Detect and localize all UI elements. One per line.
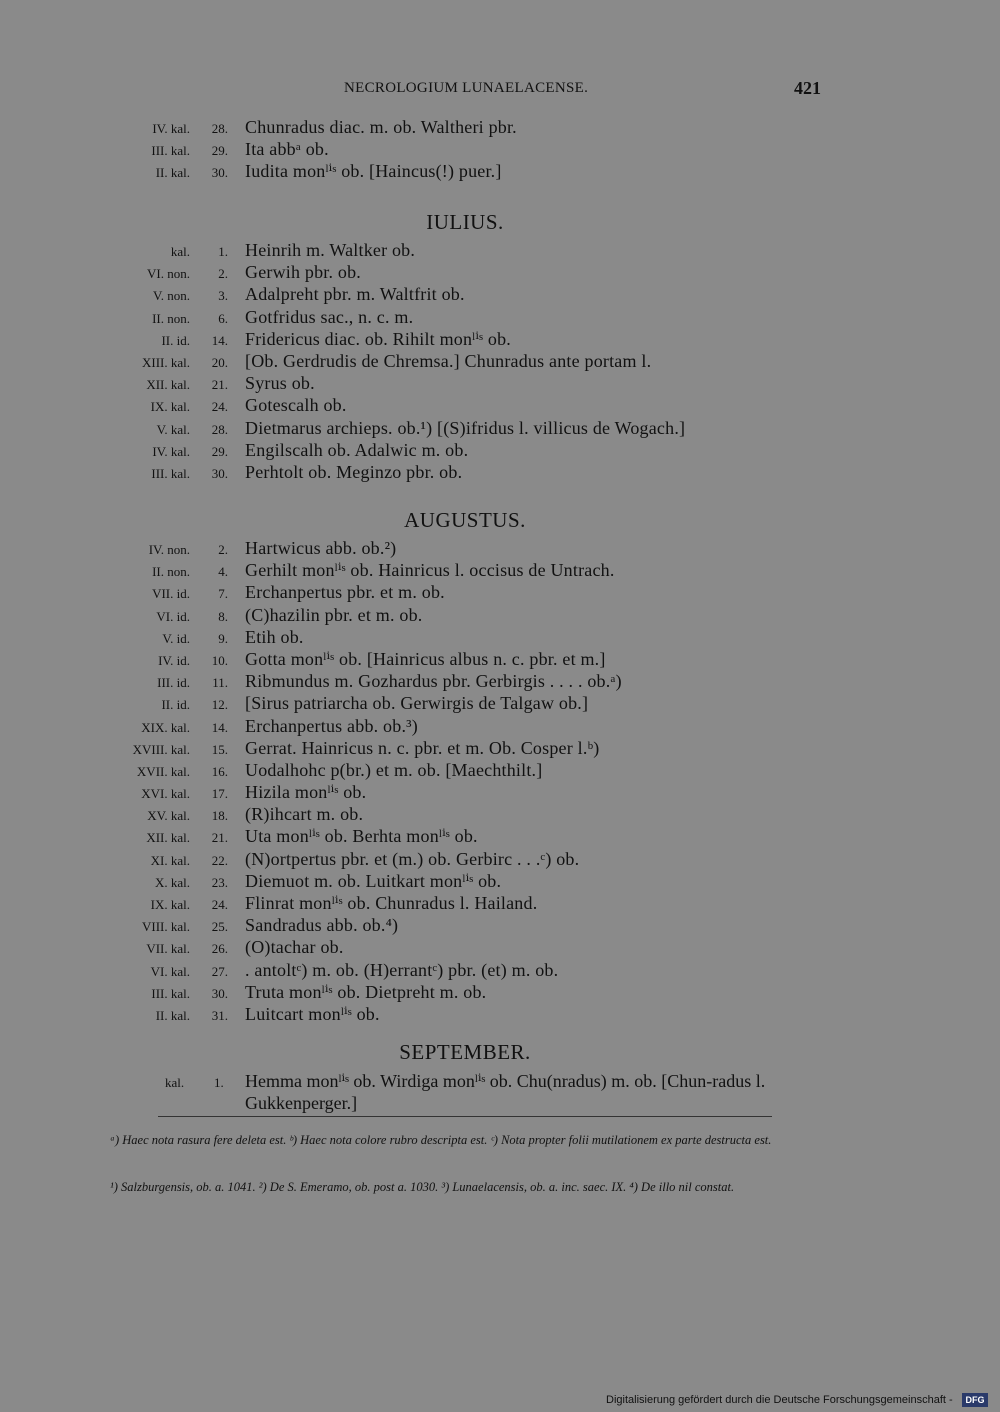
day-number: 27. xyxy=(211,963,228,979)
day-number: 24. xyxy=(211,399,228,415)
day-number: 11. xyxy=(212,675,228,691)
necrology-entry: (N)ortpertus pbr. et (m.) ob. Gerbirc . . .ᶜ) ob. xyxy=(245,848,580,869)
necrology-entry: Hizila monˡⁱˢ ob. xyxy=(245,782,367,803)
necrology-entry: Flinrat monˡⁱˢ ob. Chunradus l. Hailand. xyxy=(245,893,538,913)
day-number: 23. xyxy=(211,874,228,890)
entry-row xyxy=(0,307,1000,329)
calendar-date: XV. kal. xyxy=(147,808,190,824)
day-number: 9. xyxy=(218,630,228,646)
calendar-date: XVI. kal. xyxy=(141,786,190,802)
calendar-date: XIII. kal. xyxy=(141,354,190,370)
necrology-entry: Uodalhohc p(br.) et m. ob. [Maechthilt.] xyxy=(245,759,543,780)
necrology-entry: Diemuot m. ob. Luitkart monˡⁱˢ ob. xyxy=(245,870,502,891)
running-title: NECROLOGIUM LUNAELACENSE. xyxy=(344,80,589,96)
entry-row xyxy=(0,826,1000,848)
calendar-date: VI. kal. xyxy=(150,963,190,979)
calendar-date: kal. xyxy=(165,1075,185,1090)
entry-row xyxy=(0,440,1000,462)
day-number: 21. xyxy=(211,377,228,393)
necrology-entry: Sandradus abb. ob.⁴) xyxy=(245,915,399,936)
entry-row xyxy=(0,462,1000,484)
necrology-entry: Truta monˡⁱˢ ob. Dietpreht m. ob. xyxy=(245,981,487,1002)
entry-row xyxy=(0,960,1000,982)
entry-row xyxy=(0,671,1000,693)
calendar-date: II. kal. xyxy=(155,1007,190,1023)
day-number: 10. xyxy=(211,652,228,668)
day-number: 16. xyxy=(211,763,228,779)
necrology-entry: . antoltᶜ) m. ob. (H)errantᶜ) pbr. (et) m. ob. xyxy=(245,959,559,980)
entry-row xyxy=(0,760,1000,782)
day-number: 26. xyxy=(211,941,228,957)
entry-row xyxy=(0,284,1000,306)
digitization-credit: Digitalisierung gefördert durch die Deutsche Forschungsgemeinschaft - xyxy=(606,1394,953,1406)
calendar-date: IV. id. xyxy=(158,652,190,668)
necrology-entry: Ita abbᵃ ob. xyxy=(245,139,329,160)
month-heading-augustus: AUGUSTUS. xyxy=(404,508,526,532)
entry-row xyxy=(0,937,1000,959)
calendar-date: XVIII. kal. xyxy=(132,741,190,757)
entry-row xyxy=(0,161,1000,183)
entry-row xyxy=(0,693,1000,715)
entry-row xyxy=(0,139,1000,161)
day-number: 18. xyxy=(211,808,228,824)
day-number: 14. xyxy=(211,332,228,348)
necrology-entry: Perhtolt ob. Meginzo pbr. ob. xyxy=(245,461,463,482)
calendar-date: III. kal. xyxy=(151,465,190,481)
calendar-date: XIX. kal. xyxy=(141,719,190,735)
calendar-date: VII. id. xyxy=(152,586,190,602)
day-number: 22. xyxy=(211,852,228,868)
entry-row xyxy=(0,395,1000,417)
day-number: 15. xyxy=(211,741,228,757)
necrology-entry: Gotfridus sac., n. c. m. xyxy=(245,306,414,327)
entry-row xyxy=(0,782,1000,804)
calendar-date: XVII. kal. xyxy=(136,763,190,779)
necrology-entry: (O)tachar ob. xyxy=(245,937,344,958)
entry-row xyxy=(0,716,1000,738)
calendar-date: III. kal. xyxy=(151,985,190,1001)
calendar-date: II. id. xyxy=(161,332,190,348)
entry-row xyxy=(0,560,1000,582)
necrology-entry: Adalpreht pbr. m. Waltfrit ob. xyxy=(245,284,465,305)
dfg-logo: DFG xyxy=(962,1393,988,1407)
page-header xyxy=(0,80,1000,104)
entry-row xyxy=(0,1004,1000,1026)
calendar-date: kal. xyxy=(170,244,190,259)
day-number: 24. xyxy=(211,897,228,912)
calendar-date: VI. non. xyxy=(147,266,190,282)
day-number: 2. xyxy=(218,542,228,557)
entry-row xyxy=(0,262,1000,284)
day-number: 21. xyxy=(211,830,228,846)
calendar-date: III. kal. xyxy=(151,143,190,159)
letter-footnotes: ᵃ) Haec nota rasura fere deleta est. ᵇ) Haec nota colore rubro descripta est. ᶜ) Nota propter folii mutilationem ex parte destructa est. xyxy=(110,1133,772,1147)
necrology-entry: Uta monˡⁱˢ ob. Berhta monˡⁱˢ ob. xyxy=(245,826,478,847)
calendar-date: II. id. xyxy=(161,697,190,713)
calendar-date: IV. kal. xyxy=(152,443,190,459)
day-number: 1. xyxy=(214,1075,224,1090)
necrology-entry: Hemma monˡⁱˢ ob. Wirdiga monˡⁱˢ ob. Chu(nradus) m. ob. [Chun-radus l. Gukkenperger.] xyxy=(245,1071,766,1113)
day-number: 30. xyxy=(211,465,228,481)
necrology-entry: Erchanpertus abb. ob.³) xyxy=(245,715,418,736)
calendar-date: II. kal. xyxy=(155,165,190,181)
day-number: 2. xyxy=(218,266,228,282)
day-number: 8. xyxy=(218,608,228,624)
day-number: 7. xyxy=(218,586,228,602)
calendar-date: V. id. xyxy=(162,630,190,646)
footnote-divider xyxy=(158,1116,772,1117)
day-number: 3. xyxy=(218,288,228,304)
necrology-entry: Syrus ob. xyxy=(245,373,315,394)
day-number: 29. xyxy=(211,143,228,159)
entry-row xyxy=(0,351,1000,373)
calendar-date: II. non. xyxy=(152,310,190,326)
calendar-date: XII. kal. xyxy=(146,830,190,846)
day-number: 6. xyxy=(218,310,228,326)
calendar-date: IX. kal. xyxy=(150,897,190,912)
entry-row xyxy=(0,804,1000,826)
day-number: 14. xyxy=(211,719,228,735)
necrology-entry: Gerwih pbr. ob. xyxy=(245,262,361,283)
calendar-date: VI. id. xyxy=(156,608,190,624)
day-number: 25. xyxy=(211,919,228,935)
entry-row xyxy=(0,871,1000,893)
necrology-entry: Chunradus diac. m. ob. Waltheri pbr. xyxy=(245,117,517,137)
calendar-date: IV. non. xyxy=(148,542,190,557)
entry-row xyxy=(0,538,1000,560)
necrology-entry: Erchanpertus pbr. et m. ob. xyxy=(245,582,445,603)
iulius-entries xyxy=(0,240,1000,484)
necrology-entry: Gerhilt monˡⁱˢ ob. Hainricus l. occisus de Untrach. xyxy=(245,560,615,581)
entry-row xyxy=(0,893,1000,915)
necrology-entry: Engilscalh ob. Adalwic m. ob. xyxy=(245,439,469,460)
calendar-date: X. kal. xyxy=(154,874,190,890)
entry-row xyxy=(0,240,1000,262)
necrology-entry: [Sirus patriarcha ob. Gerwirgis de Talgaw ob.] xyxy=(245,693,589,714)
day-number: 4. xyxy=(218,564,228,580)
necrology-entry: Hartwicus abb. ob.²) xyxy=(245,538,397,558)
entry-row xyxy=(0,582,1000,604)
necrology-entry: Fridericus diac. ob. Rihilt monˡⁱˢ ob. xyxy=(245,328,512,349)
necrology-entry: Ribmundus m. Gozhardus pbr. Gerbirgis . . . . ob.ᵃ) xyxy=(245,671,622,692)
calendar-date: VII. kal. xyxy=(146,941,190,957)
entry-row xyxy=(0,915,1000,937)
calendar-date: IX. kal. xyxy=(150,399,190,415)
entry-row xyxy=(0,649,1000,671)
day-number: 17. xyxy=(211,786,228,802)
calendar-date: XI. kal. xyxy=(150,852,190,868)
calendar-date: V. non. xyxy=(153,288,190,304)
month-heading-iulius: IULIUS. xyxy=(426,210,504,234)
augustus-entries xyxy=(0,538,1000,1026)
day-number: 30. xyxy=(211,165,228,181)
entry-row xyxy=(0,117,1000,139)
calendar-date: V. kal. xyxy=(156,421,190,437)
entry-row xyxy=(0,982,1000,1004)
entry-row xyxy=(0,605,1000,627)
number-footnotes: ¹) Salzburgensis, ob. a. 1041. ²) De S. Emeramo, ob. post a. 1030. ³) Lunaelacensis, ob. a. inc. saec. IX. ⁴) De illo nil constat. xyxy=(110,1180,735,1194)
necrology-entry: (C)hazilin pbr. et m. ob. xyxy=(245,604,423,625)
day-number: 12. xyxy=(211,697,228,713)
day-number: 28. xyxy=(211,121,228,136)
day-number: 30. xyxy=(211,985,228,1001)
june-entries xyxy=(0,117,1000,184)
necrology-entry: Iudita monˡⁱˢ ob. [Haincus(!) puer.] xyxy=(245,161,502,182)
necrology-entry: Gotta monˡⁱˢ ob. [Hainricus albus n. c. pbr. et m.] xyxy=(245,648,606,669)
necrology-entry: Gotescalh ob. xyxy=(245,395,347,416)
calendar-date: XII. kal. xyxy=(146,377,190,393)
calendar-date: VIII. kal. xyxy=(141,919,190,935)
entry-row xyxy=(0,738,1000,760)
calendar-date: IV. kal. xyxy=(152,121,190,136)
necrology-entry: Heinrih m. Waltker ob. xyxy=(245,240,416,260)
entry-row xyxy=(0,418,1000,440)
calendar-date: II. non. xyxy=(152,564,190,580)
entry-row xyxy=(0,329,1000,351)
entry-row xyxy=(0,373,1000,395)
day-number: 28. xyxy=(211,421,228,437)
day-number: 31. xyxy=(211,1007,228,1023)
day-number: 29. xyxy=(211,443,228,459)
entry-row xyxy=(0,849,1000,871)
calendar-date: III. id. xyxy=(157,675,190,691)
day-number: 20. xyxy=(211,354,228,370)
entry-row xyxy=(0,627,1000,649)
necrology-entry: [Ob. Gerdrudis de Chremsa.] Chunradus ante portam l. xyxy=(245,350,652,371)
necrology-entry: Dietmarus archieps. ob.¹) [(S)ifridus l. villicus de Wogach.] xyxy=(245,417,686,438)
necrology-entry: Luitcart monˡⁱˢ ob. xyxy=(245,1003,380,1024)
necrology-entry: Etih ob. xyxy=(245,626,304,647)
necrology-entry: Gerrat. Hainricus n. c. pbr. et m. Ob. Cosper l.ᵇ) xyxy=(245,737,600,758)
necrology-entry: (R)ihcart m. ob. xyxy=(245,804,364,825)
day-number: 1. xyxy=(218,244,228,259)
page-number: 421 xyxy=(794,78,821,98)
month-heading-september: SEPTEMBER. xyxy=(399,1040,531,1064)
